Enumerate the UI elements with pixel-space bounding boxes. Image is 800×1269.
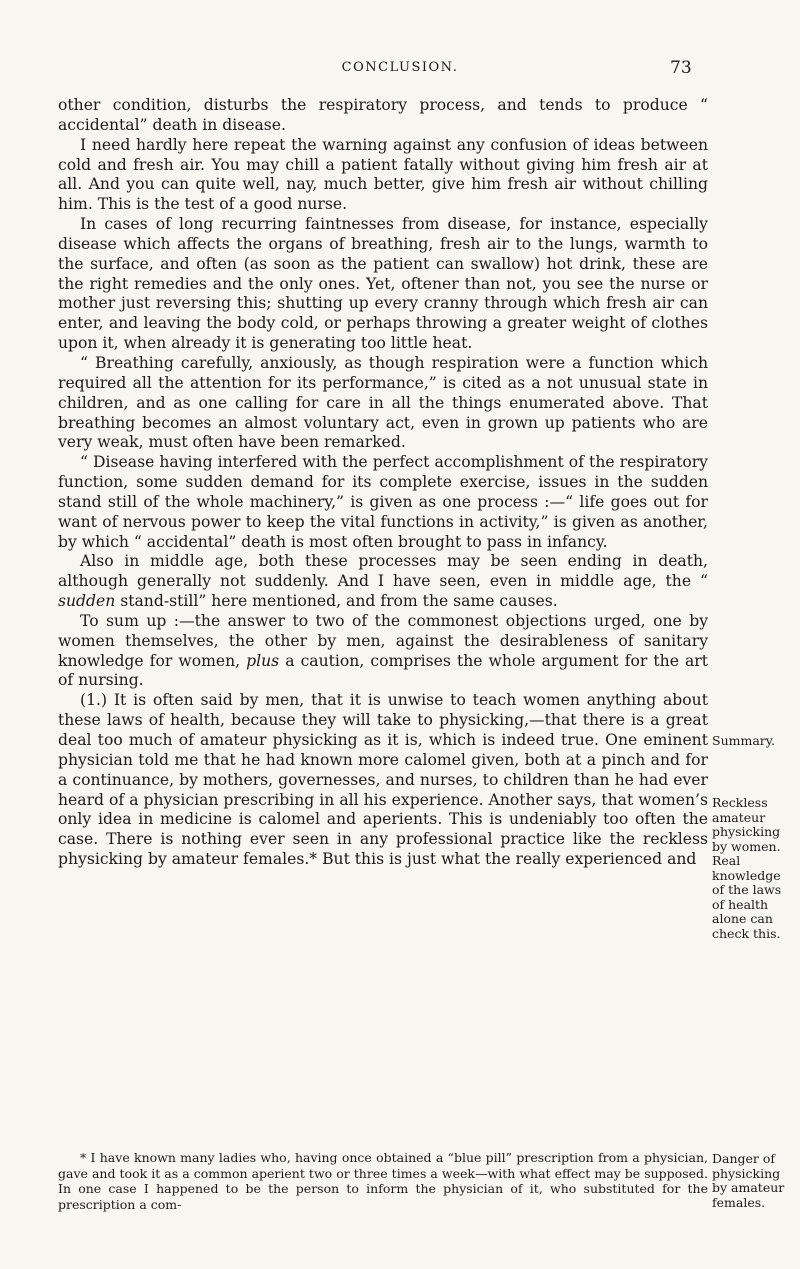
body-text	[58, 96, 708, 870]
running-head: CONCLUSION.	[341, 60, 459, 75]
margin-note-danger: Danger of physicking by amateur females.	[712, 1151, 785, 1210]
margin-note-summary: Summary.	[712, 733, 776, 748]
emphasis: sudden	[58, 592, 116, 611]
paragraph-text: stand-still” here mentioned, and from the same causes.	[115, 592, 558, 611]
paragraph: (1.) It is often said by men, that it is unwise to teach women anything about these laws of health, because they will take to physicking,—that there is a great deal too much of amateur physicking as it is, which is indeed true. One eminent physician told me that he had known more calomel given, both at a pinch and for a continuance, by mothers, governesses, and nurses, to children than he had ever heard of a physician prescribing in all his experience. Another says, that women’s only idea in medicine is calomel and aperients. This is undeniably too often the case. There is nothing ever seen in any professional practice like the reckless physicking by amateur females.* But this is just what the really experienced and	[58, 691, 708, 869]
paragraph-text: a caution, comprises the whole argument for the art of nursing.	[58, 651, 708, 690]
paragraph: other condition, disturbs the respiratory process, and tends to produce “ accidental” death in disease.	[58, 96, 708, 134]
footnote-text: * I have known many ladies who, having once obtained a “blue pill” prescription from a physician, gave and took it as a common aperient two or three times a week—with what effect may be supposed. In one case I happened to be the person to inform the physician of it, who substituted for the prescription a com-	[58, 1150, 708, 1212]
paragraph-text: To sum up :—the answer to two of the commonest objections urged, one by women themselves, the other by men, against the desirableness of sanitary knowledge for women,	[58, 611, 708, 670]
paragraph: I need hardly here repeat the warning against any confusion of ideas between cold and fresh air. You may chill a patient fatally without giving him fresh air at all. And you can quite well, nay, much better, give him fresh air without chilling him. This is the test of a good nurse.	[58, 135, 708, 214]
paragraph-text: Also in middle age, both these processes may be seen ending in death, although generally not suddenly. And I have seen, even in middle age, the “	[58, 552, 708, 591]
paragraph: “ Disease having interfered with the perfect accomplishment of the respiratory function, some sudden demand for its complete exercise, issues in the sudden stand still of the whole machinery,” is given as one process :—“ life goes out for want of nervous power to keep the vital functions in activity,” is given as another, by which “ accidental” death is most often brought to pass in infancy.	[58, 453, 708, 551]
emphasis: plus	[246, 651, 280, 670]
paragraph	[58, 552, 708, 612]
footnote	[58, 1150, 708, 1212]
paragraph: In cases of long recurring faintnesses from disease, for instance, especially disease which affects the organs of breathing, fresh air to the lungs, warmth to the surface, and often (as soon as the patient can swallow) hot drink, these are the right remedies and the only ones. Yet, oftener than not, you see the nurse or mother just reversing this; shutting up every cranny through which fresh air can enter, and leaving the body cold, or perhaps throwing a greater weight of clothes upon it, when already it is generating too little heat.	[58, 215, 708, 353]
page-number: 73	[670, 58, 692, 78]
paragraph	[58, 612, 708, 691]
paragraph: “ Breathing carefully, anxiously, as though respiration were a function which required all the attention for its performance,” is cited as a not unusual state in children, and as one calling for care in all the things enumerated above. That breathing becomes an almost voluntary act, even in grown up patients who are very weak, must often have been remarked.	[58, 353, 708, 452]
margin-note-reckless: Reckless amateur physicking by women. Real knowledge of the laws of health alone can check this.	[712, 795, 782, 941]
